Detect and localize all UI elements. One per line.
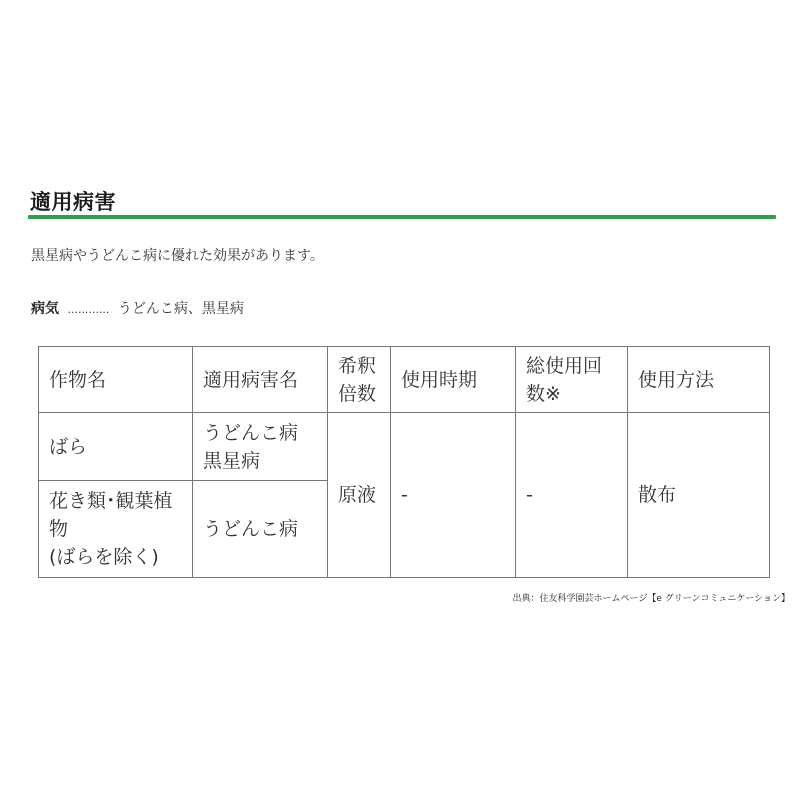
cell-crop: 花き類･観葉植物 (ばらを除く) bbox=[39, 481, 193, 578]
title-underline bbox=[28, 215, 776, 219]
cell-crop: ばら bbox=[39, 413, 193, 481]
disease-dots: ............ bbox=[67, 303, 110, 316]
disease-label: 病気 bbox=[31, 301, 59, 317]
header-method: 使用方法 bbox=[628, 347, 770, 413]
cell-disease: うどんこ病 黒星病 bbox=[193, 413, 328, 481]
header-count: 総使用回数※ bbox=[516, 347, 628, 413]
header-timing: 使用時期 bbox=[391, 347, 516, 413]
cell-disease: うどんこ病 bbox=[193, 481, 328, 578]
cell-count: - bbox=[516, 413, 628, 578]
source-note: 出典：住友科学園芸ホームページ【e グリーンコミュニケーション】 bbox=[512, 594, 790, 604]
header-disease: 適用病害名 bbox=[193, 347, 328, 413]
cell-dilution: 原液 bbox=[328, 413, 391, 578]
intro-text: 黒星病やうどんこ病に優れた効果があります。 bbox=[31, 248, 324, 264]
table-row bbox=[39, 413, 770, 481]
header-dilution: 希釈倍数 bbox=[328, 347, 391, 413]
cell-method: 散布 bbox=[628, 413, 770, 578]
disease-line bbox=[31, 298, 244, 318]
table-header-row bbox=[39, 347, 770, 413]
header-crop: 作物名 bbox=[39, 347, 193, 413]
cell-timing: - bbox=[391, 413, 516, 578]
section-title: 適用病害 bbox=[30, 190, 116, 214]
disease-value: うどんこ病、黒星病 bbox=[117, 301, 244, 317]
application-table bbox=[38, 346, 770, 578]
